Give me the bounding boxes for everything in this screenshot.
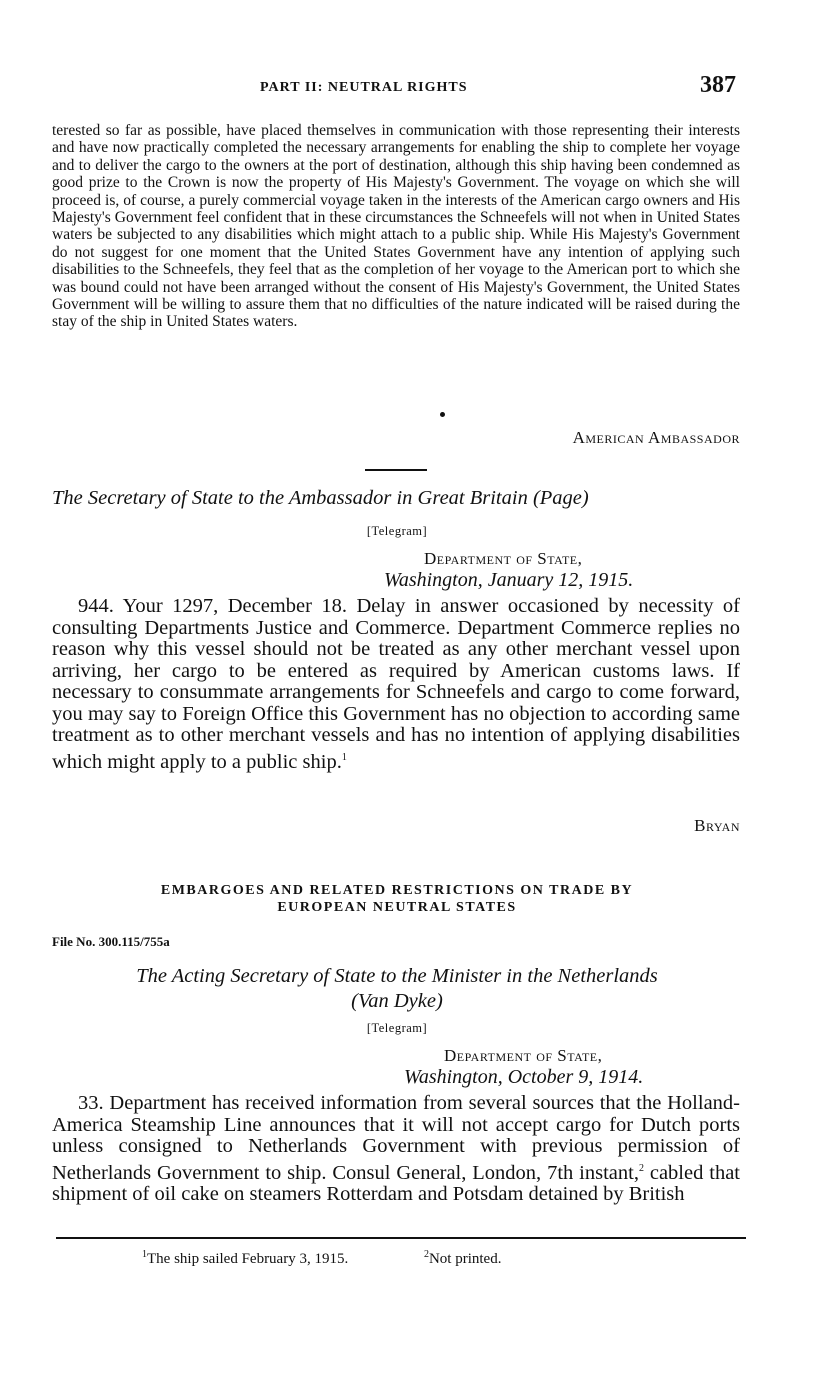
- doc2-body-part2: cabled that shipment of oil cake on steamers Rotterdam and Potsdam detained by British: [52, 1161, 740, 1205]
- page-number: 387: [700, 72, 736, 98]
- section-heading-line1: EMBARGOES AND RELATED RESTRICTIONS ON TRADE BY: [160, 883, 634, 898]
- doc2-place-date: Washington, October 9, 1914.: [404, 1066, 644, 1088]
- doc1-title: The Secretary of State to the Ambassador in Great Britain (Page): [52, 487, 589, 509]
- signature-ambassador: American Ambassador: [572, 428, 740, 447]
- doc2-title-line2: (Van Dyke): [351, 990, 443, 1012]
- footnote-ref-2: 2: [638, 1162, 644, 1174]
- section-heading-line2: EUROPEAN NEUTRAL STATES: [277, 900, 517, 915]
- page-header: [52, 72, 742, 102]
- doc2-telegram-label: [Telegram]: [366, 1021, 428, 1035]
- section-heading: [52, 882, 742, 916]
- doc2-body: [52, 1093, 740, 1205]
- footnote-2: $^2$Not printed.: [423, 1249, 502, 1267]
- doc1-dateline: [384, 549, 734, 592]
- footnote-rule: [56, 1237, 746, 1239]
- file-number: File No. 300.115/755a: [52, 934, 170, 949]
- stray-mark: [440, 412, 445, 417]
- running-head: PART II: NEUTRAL RIGHTS: [260, 80, 468, 95]
- doc1-dept: Department of State,: [424, 549, 583, 568]
- footnote-1: $^1$The ship sailed February 3, 1915.: [142, 1249, 349, 1267]
- footnote-ref-1: 1: [341, 751, 347, 763]
- doc2-title-line1: The Acting Secretary of State to the Minister in the Netherlands: [136, 965, 658, 987]
- document-page: [52, 0, 742, 1380]
- doc2-dept: Department of State,: [444, 1046, 603, 1065]
- separator-rule: [365, 469, 427, 471]
- signature-bryan: Bryan: [694, 816, 740, 835]
- doc2-body-part1: 33. Department has received information from several sources that the Holland-America Steamship Line announces that it will not accept cargo for Dutch ports unless consigned to Netherlands Government with previous permission of Netherlands Government to ship. Consul General, London, 7th instant,: [52, 1092, 740, 1184]
- doc1-body-text: 944. Your 1297, December 18. Delay in answer occasioned by necessity of consulting Departments Justice and Commerce. Department Commerce replies no reason why this vessel should not be treated as any other merchant vessel upon arriving, her cargo to be entered as required by American customs laws. If necessary to consummate arrangements for Schneefels and cargo to come forward, you may say to Foreign Office this Government has no objection to according same treatment as to other merchant vessels and has no intention of applying disabilities which might apply to a public ship.: [52, 595, 740, 773]
- doc1-body: [52, 596, 740, 773]
- doc2-title: [52, 964, 742, 1014]
- doc1-telegram-label: [Telegram]: [366, 524, 428, 538]
- doc2-dateline: [404, 1046, 734, 1089]
- continuation-text: terested so far as possible, have placed themselves in communication with those representing their interests and have now practically completed the necessary arrangements for enabling the ship to complete her voyage and to deliver the cargo to the owners at the port of destination, although this ship having been condemned as good prize to the Crown is now the property of His Majesty's Government. The voyage on which she will proceed is, of course, a purely commercial voyage taken in the interests of the American cargo owners and His Majesty's Government feel confident that in these circumstances the Schneefels will not when in United States waters be subjected to any disabilities which might attach to a public ship. While His Majesty's Government do not suggest for one moment that the United States Government have any intention of applying such disabilities to the Schneefels, they feel that as the completion of her voyage to the American port to which she was bound could not have been arranged without the consent of His Majesty's Government, the United States Government will be willing to assure them that no difficulties of the nature indicated will be raised during the stay of the ship in United States waters.: [52, 122, 740, 331]
- continuation-paragraph: [52, 122, 740, 331]
- doc1-place-date: Washington, January 12, 1915.: [384, 569, 634, 591]
- footnotes: [142, 1249, 742, 1268]
